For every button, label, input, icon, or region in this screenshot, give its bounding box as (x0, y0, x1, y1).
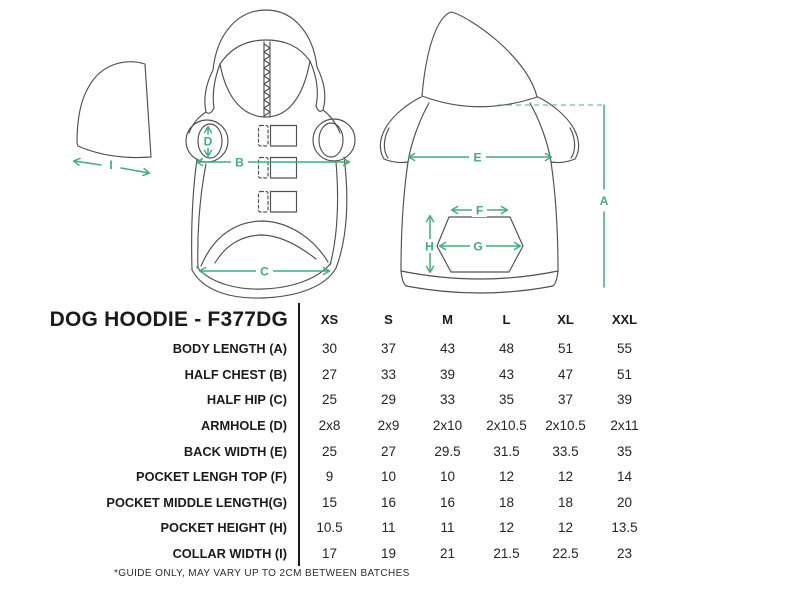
cell-value: 17 (321, 546, 338, 562)
cell-value: 11 (440, 520, 455, 536)
cell-value: 43 (439, 341, 456, 357)
cell-value: 20 (616, 494, 633, 510)
row-label: BODY LENGTH (A) (60, 336, 300, 362)
cell-value: 19 (380, 546, 397, 562)
column-header-m: M (442, 312, 453, 327)
cell-value: 33 (439, 392, 456, 408)
cell-value: 27 (321, 366, 338, 382)
table-row (60, 362, 654, 388)
cell-value: 13.5 (611, 520, 638, 536)
column-header-xxl: XXL (611, 312, 638, 327)
measure-label-i: I (109, 158, 113, 172)
cell-value: 22.5 (552, 546, 579, 562)
table-row (60, 336, 654, 362)
cell-value: 29.5 (434, 443, 461, 459)
cell-value: 39 (439, 366, 456, 382)
measure-arrow-armhole (202, 127, 215, 156)
back-view-drawing (380, 12, 608, 293)
measure-label-h: H (425, 239, 434, 254)
cell-value: 33.5 (552, 443, 579, 459)
cell-value: 2x8 (318, 418, 341, 434)
cell-value: 51 (557, 341, 574, 357)
measure-label-g: G (473, 239, 483, 254)
measure-label-e: E (473, 150, 482, 165)
cell-value: 23 (616, 546, 633, 562)
row-label: BACK WIDTH (E) (60, 438, 300, 464)
cell-value: 16 (439, 494, 456, 510)
table-row (60, 515, 654, 541)
cell-value: 2x11 (610, 418, 639, 434)
measure-label-c: C (260, 264, 269, 279)
measure-line-body-length (498, 105, 609, 287)
cell-value: 25 (321, 392, 338, 408)
front-view-drawing (186, 10, 355, 298)
cell-value: 2x10.5 (486, 418, 527, 434)
cell-value: 25 (321, 443, 338, 459)
cell-value: 27 (380, 443, 397, 459)
cell-value: 10 (439, 469, 456, 485)
measure-label-d: D (203, 134, 213, 149)
cell-value: 55 (616, 341, 633, 357)
cell-value: 2x9 (377, 418, 400, 434)
table-row (60, 490, 654, 516)
measure-arrow-pocket-top (452, 203, 507, 218)
measure-label-a: A (599, 194, 609, 208)
measure-arrow-half-chest (197, 155, 349, 170)
row-label: HALF HIP (C) (60, 387, 300, 413)
column-header-xs: XS (320, 312, 339, 327)
row-label: POCKET LENGH TOP (F) (60, 464, 300, 490)
cell-value: 21 (439, 546, 456, 562)
measure-arrow-collar-width (74, 158, 149, 173)
cell-value: 2x10.5 (545, 418, 586, 434)
size-table (49, 303, 654, 566)
cell-value: 48 (498, 341, 515, 357)
measure-label-b: B (235, 155, 244, 170)
measure-label-f: F (475, 203, 484, 218)
table-row (60, 413, 654, 439)
cell-value: 11 (381, 520, 396, 536)
cell-value: 18 (557, 494, 574, 510)
row-label: ARMHOLE (D) (60, 413, 300, 439)
cell-value: 12 (557, 520, 574, 536)
measure-arrow-pocket-middle (440, 239, 520, 254)
measure-arrow-back-width (409, 150, 551, 165)
cell-value: 15 (321, 494, 338, 510)
table-row (60, 438, 654, 464)
measure-arrow-half-hip (200, 264, 329, 279)
cell-value: 16 (380, 494, 397, 510)
guide-footnote: *GUIDE ONLY, MAY VARY UP TO 2CM BETWEEN BATCHES (114, 568, 410, 579)
cell-value: 31.5 (493, 443, 520, 459)
cell-value: 12 (557, 469, 574, 485)
product-title: DOG HOODIE - F377DG (60, 303, 300, 336)
row-label: POCKET MIDDLE LENGTH(G) (60, 490, 300, 516)
cell-value: 2x10 (432, 418, 463, 434)
cell-value: 51 (616, 366, 633, 382)
size-table-header (49, 303, 654, 336)
cell-value: 10.5 (316, 520, 343, 536)
cell-value: 9 (325, 469, 334, 485)
cell-value: 30 (321, 341, 338, 357)
cell-value: 47 (557, 366, 574, 382)
column-header-s: S (384, 312, 393, 327)
cell-value: 12 (498, 469, 515, 485)
column-header-l: L (502, 312, 511, 327)
table-row (60, 541, 654, 567)
cell-value: 21.5 (493, 546, 520, 562)
cell-value: 18 (498, 494, 515, 510)
table-row (60, 387, 654, 413)
cell-value: 14 (616, 469, 633, 485)
measure-arrow-pocket-height (423, 216, 437, 272)
row-label: HALF CHEST (B) (60, 362, 300, 388)
cell-value: 35 (616, 443, 633, 459)
cell-value: 43 (498, 366, 515, 382)
cell-value: 37 (380, 341, 397, 357)
cell-value: 37 (557, 392, 574, 408)
cell-value: 29 (380, 392, 397, 408)
cell-value: 33 (380, 366, 397, 382)
collar-piece-drawing (74, 62, 151, 173)
cell-value: 39 (616, 392, 633, 408)
table-row (60, 464, 654, 490)
size-table-body (60, 336, 654, 566)
row-label: COLLAR WIDTH (I) (60, 541, 300, 567)
cell-value: 35 (498, 392, 515, 408)
column-header-xl: XL (557, 312, 574, 327)
row-label: POCKET HEIGHT (H) (60, 515, 300, 541)
cell-value: 10 (380, 469, 397, 485)
cell-value: 12 (498, 520, 515, 536)
